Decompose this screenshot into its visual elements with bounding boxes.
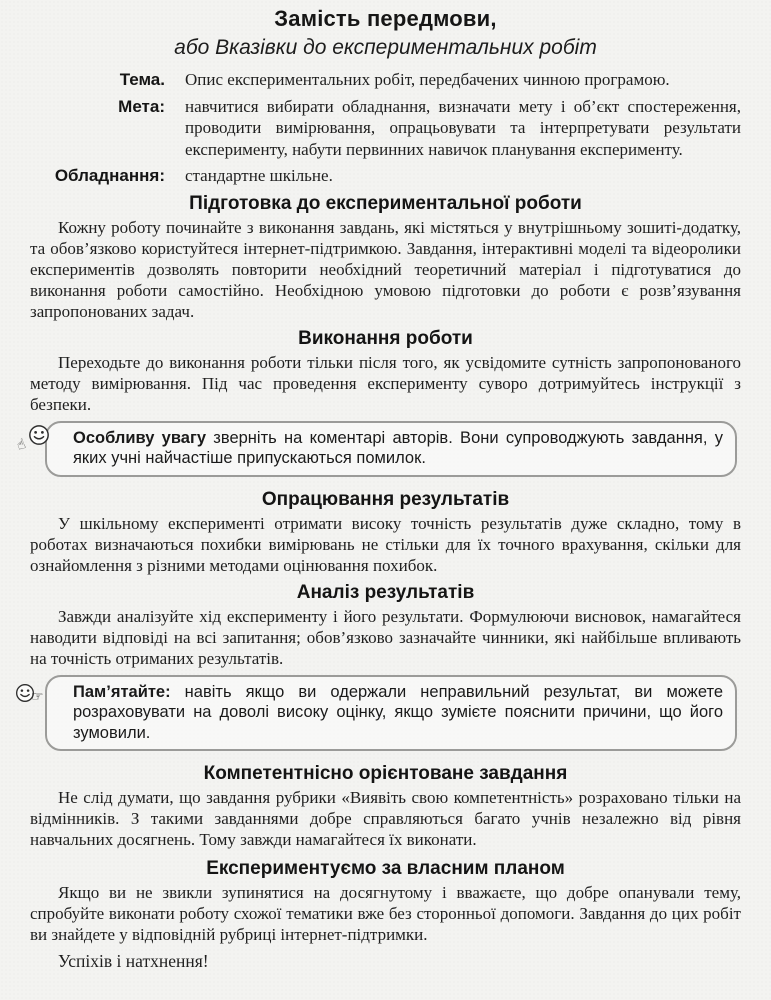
callout-lead: Пам’ятайте:	[73, 682, 171, 701]
section-paragraph: Якщо ви не звикли зупинятися на досягнутому і вважаєте, що добре опанували тему, спробуйте виконати роботу схожої тематики вже без сторонньої допомоги. Завдання до цих робіт ви знайдете у відповідній рубриці інтернет-підтримки.	[30, 883, 741, 944]
meta-text-tema: Опис експериментальних робіт, передбачених чинною програмою.	[185, 70, 670, 89]
smiley-face-hand-up-icon	[14, 424, 53, 458]
meta-row-obladnannya	[30, 165, 741, 187]
section-heading: Виконання роботи	[298, 327, 473, 349]
pointing-hand-right-icon: ☞	[31, 688, 44, 705]
meta-label-obladnannya: Обладнання:	[54, 166, 165, 185]
page-header	[30, 6, 741, 61]
pointing-hand-up-icon: ☝	[14, 435, 28, 454]
section-paragraph: Завжди аналізуйте хід експерименту і його результати. Формулюючи висновок, намагайтеся наводити відповіді на всі запитання; обов’язково зазначайте чинники, які найбільше впливають на точність отриманих результатів.	[30, 606, 741, 668]
callout-rest: навіть якщо ви одержали неправильний результат, ви можете розраховувати на доволі високу оцінку, якщо зумієте пояснити причини, що його зумовили.	[73, 682, 723, 742]
smiley-face-icon	[28, 424, 50, 446]
callout-remember	[31, 675, 737, 752]
section-own-plan	[30, 858, 741, 945]
section-heading: Аналіз результатів	[296, 581, 475, 603]
page-title: Замість передмови,	[274, 6, 497, 31]
callout-text	[73, 428, 723, 469]
meta-row-meta	[30, 96, 741, 161]
meta-row-tema	[30, 69, 741, 91]
section-execution	[30, 328, 741, 415]
section-paragraph: У шкільному експерименті отримати високу точність результатів дуже складно, тому в роботах визначаються похибки вимірювань не стільки для їх точного врахування, скільки для ознайомлення з різними методами оцінювання похибок.	[30, 513, 741, 575]
section-competence	[30, 763, 741, 850]
meta-text-obladnannya: стандартне шкільне.	[185, 166, 333, 185]
meta-label-tema: Тема.	[119, 70, 165, 89]
section-paragraph: Не слід думати, що завдання рубрики «Виявіть свою компетентність» розраховано тільки на відмінників. З такими завданнями добре справляються багато учнів незалежно від рівня навчальних досягнень. Тому завжди намагайтеся їх виконати.	[30, 788, 741, 849]
section-heading: Опрацювання результатів	[261, 488, 510, 510]
callout-rest: зверніть на коментарі авторів. Вони супроводжують завдання, у яких учні найчастіше припускаються помилок.	[73, 428, 723, 467]
smiley-face-hand-right-icon	[15, 683, 49, 717]
closing-line: Успіхів і натхнення!	[58, 951, 209, 971]
meta-block	[30, 69, 741, 187]
section-heading: Компетентнісно орієнтоване завдання	[203, 763, 568, 784]
section-heading: Експериментуємо за власним планом	[206, 858, 565, 879]
callout-attention	[14, 421, 737, 477]
callout-lead: Особливу увагу	[73, 428, 207, 447]
page-subtitle: або Вказівки до експериментальних робіт	[174, 36, 597, 59]
meta-label-meta: Мета:	[118, 96, 165, 116]
section-analysis	[30, 582, 741, 669]
callout-text	[73, 682, 723, 744]
meta-text-meta: навчитися вибирати обладнання, визначати мету і об’єкт спостереження, проводити вимірювання, опрацьовувати та інтерпретувати результати експерименту, набути первинних навичок планування експерименту.	[185, 96, 741, 159]
section-preparation	[30, 193, 741, 322]
section-heading: Підготовка до експериментальної роботи	[189, 192, 582, 214]
section-processing	[30, 489, 741, 576]
section-paragraph: Переходьте до виконання роботи тільки після того, як усвідомите сутність запропонованого методу вимірювання. Під час проведення експерименту суворо дотримуйтесь інструкції з безпеки.	[30, 352, 741, 414]
section-paragraph: Кожну роботу починайте з виконання завдань, які містяться у внутрішньому зошиті-додатку, та обов’язково користуйтеся інтернет-підтримкою. Завдання, інтерактивні моделі та відеоролики експериментів дозволять повторити необхідний теоретичний матеріал і підготуватися до виконання роботи самостійно. Необхідною умовою підготовки до роботи є розв’язування запропонованих задач.	[30, 217, 741, 321]
